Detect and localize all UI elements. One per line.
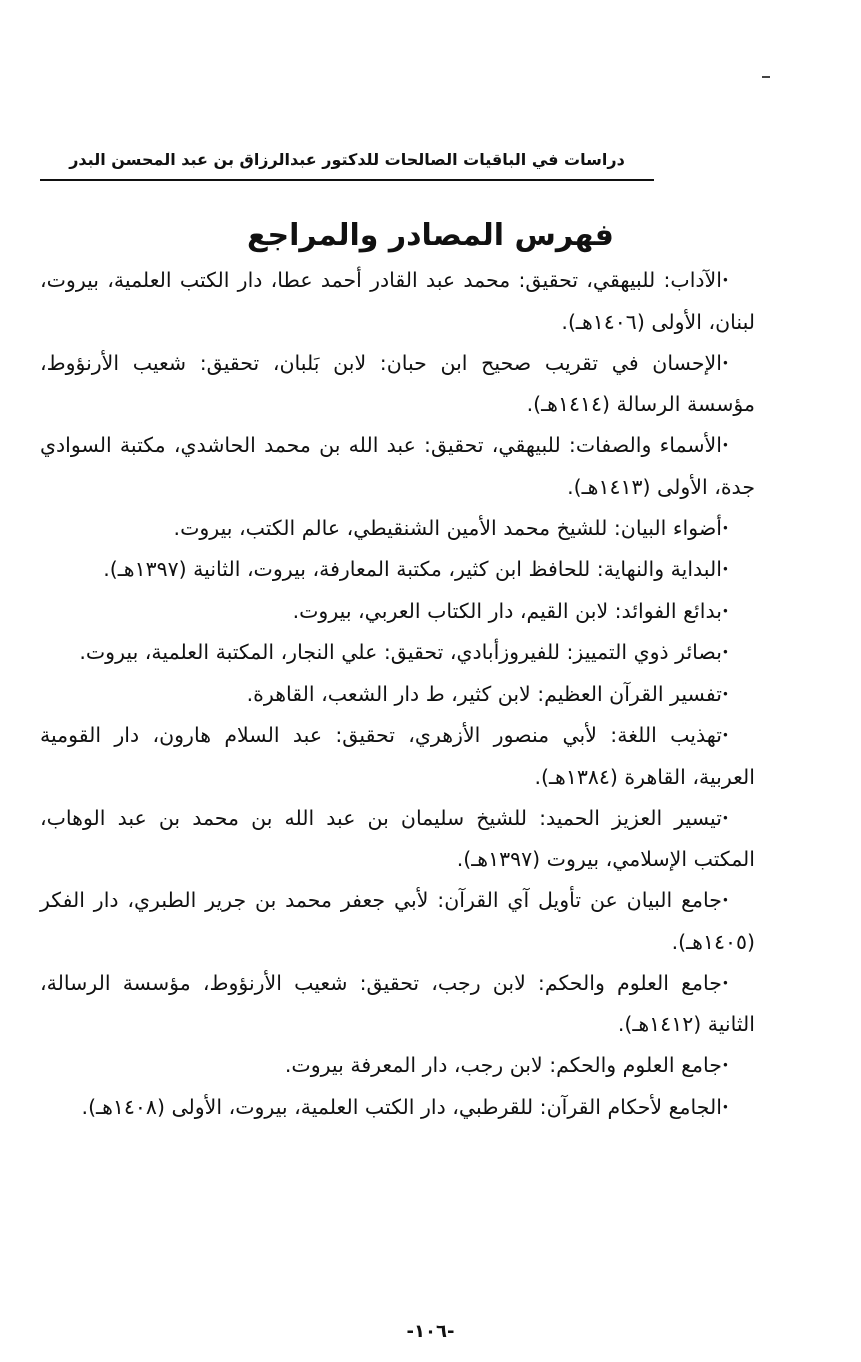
reference-item: [40, 880, 755, 963]
reference-item: [40, 963, 755, 1046]
reference-text: جامع العلوم والحكم: لابن رجب، دار المعرفة بيروت.: [284, 1053, 722, 1077]
bullet-icon: •: [721, 976, 729, 990]
bullet-icon: •: [721, 645, 729, 660]
bullet-icon: •: [721, 438, 729, 453]
reference-item: [40, 260, 755, 343]
reference-text: تهذيب اللغة: لأبي منصور الأزهري، تحقيق: عبد السلام هارون، دار القومية العربية، القاهرة (١٣٨٤هـ).: [40, 723, 755, 789]
bullet-icon: •: [721, 811, 729, 825]
reference-item: [40, 591, 755, 633]
reference-item: [40, 1045, 755, 1087]
reference-item: [40, 343, 755, 426]
bullet-icon: •: [721, 356, 729, 370]
page-number: -١٠٦-: [406, 1321, 455, 1342]
reference-list: [40, 260, 755, 1128]
bullet-icon: •: [721, 1058, 729, 1073]
header-rule: [40, 179, 654, 181]
reference-text: الآداب: للبيهقي، تحقيق: محمد عبد القادر أحمد عطا، دار الكتب العلمية، بيروت، لبنان، الأولى (١٤٠٦هـ).: [40, 268, 755, 334]
bullet-icon: •: [721, 893, 729, 908]
reference-text: الجامع لأحكام القرآن: للقرطبي، دار الكتب العلمية، بيروت، الأولى (١٤٠٨هـ).: [81, 1094, 722, 1119]
reference-item: [40, 1087, 755, 1129]
reference-text: الأسماء والصفات: للبيهقي، تحقيق: عبد الله بن محمد الحاشدي، مكتبة السوادي جدة، الأولى (١٤١٣هـ).: [40, 433, 755, 499]
bullet-icon: •: [721, 273, 729, 288]
bullet-icon: •: [721, 728, 729, 743]
reference-item: [40, 508, 755, 550]
bullet-icon: •: [721, 521, 729, 535]
page-title: فهرس المصادر والمراجع: [247, 218, 614, 253]
running-header: دراسات في الباقيات الصالحات للدكتور عبدالرزاق بن عبد المحسن البدر: [69, 150, 625, 169]
reference-text: تفسير القرآن العظيم: لابن كثير، ط دار الشعب، القاهرة.: [246, 681, 722, 706]
reference-text: تيسير العزيز الحميد: للشيخ سليمان بن عبد الله بن محمد بن عبد الوهاب، المكتب الإسلامي، بيروت (١٣٩٧هـ).: [40, 805, 755, 871]
reference-item: [40, 715, 755, 798]
reference-item: [40, 798, 755, 881]
reference-text: بصائر ذوي التمييز: للفيروزأبادي، تحقيق: علي النجار، المكتبة العلمية، بيروت.: [79, 640, 722, 664]
reference-item: [40, 674, 755, 716]
reference-item: [40, 425, 755, 508]
reference-item: [40, 549, 755, 591]
reference-text: أضواء البيان: للشيخ محمد الأمين الشنقيطي، عالم الكتب، بيروت.: [173, 515, 722, 540]
bullet-icon: •: [721, 1100, 729, 1114]
reference-text: الإحسان في تقريب صحيح ابن حبان: لابن بَلبان، تحقيق: شعيب الأرنؤوط، مؤسسة الرسالة (١٤١٤هـ).: [40, 350, 755, 416]
reference-text: بدائع الفوائد: لابن القيم، دار الكتاب العربي، بيروت.: [292, 598, 722, 623]
bullet-icon: •: [721, 604, 729, 618]
reference-text: البداية والنهاية: للحافظ ابن كثير، مكتبة المعارفة، بيروت، الثانية (١٣٩٧هـ).: [103, 557, 722, 581]
reference-text: جامع العلوم والحكم: لابن رجب، تحقيق: شعيب الأرنؤوط، مؤسسة الرسالة، الثانية (١٤١٢هـ).: [40, 970, 755, 1036]
reference-text: جامع البيان عن تأويل آي القرآن: لأبي جعفر محمد بن جرير الطبري، دار الفكر (١٤٠٥هـ).: [40, 888, 755, 954]
bullet-icon: •: [721, 687, 729, 701]
stray-mark: [762, 76, 770, 78]
reference-item: [40, 632, 755, 674]
bullet-icon: •: [721, 562, 729, 577]
